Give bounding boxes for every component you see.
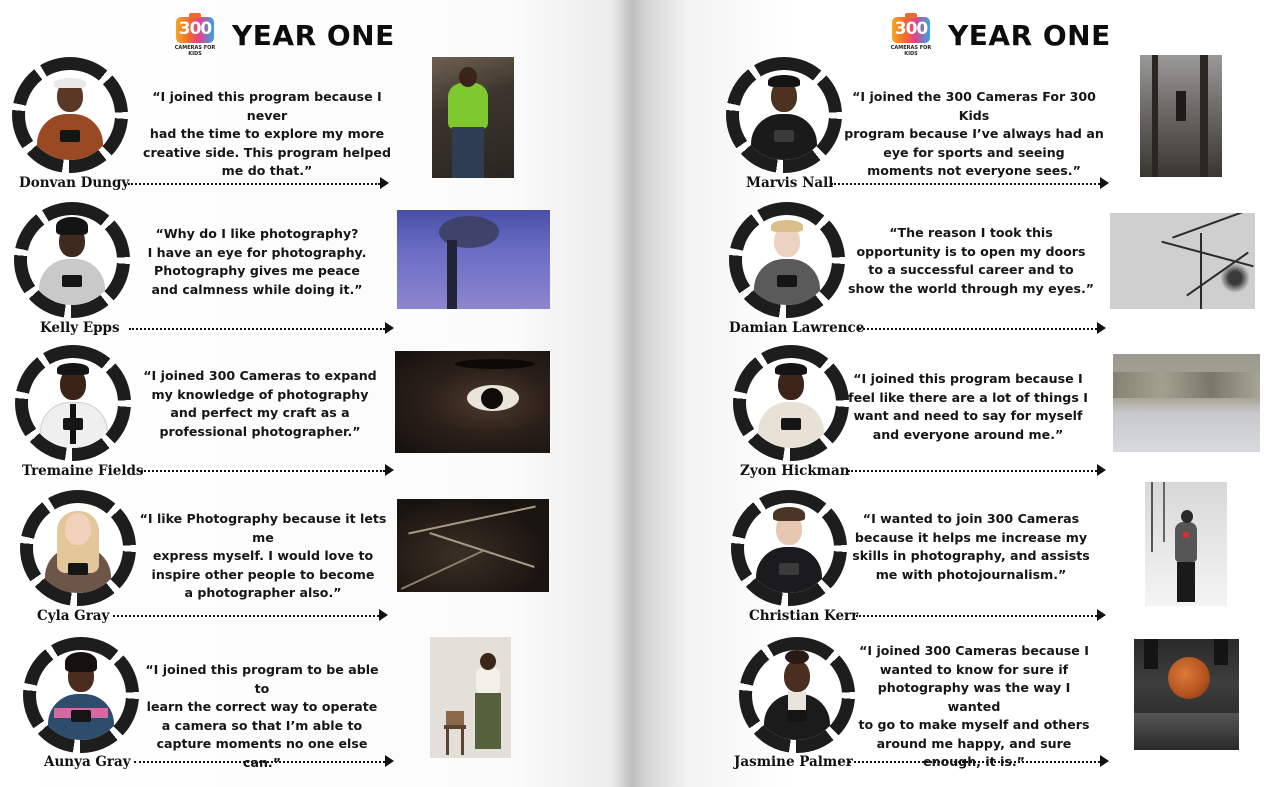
student-quote: “I wanted to join 300 Cameras because it helps me increase my skills in photography, and assists me with photojournalism.” [852, 511, 1090, 582]
page-title: YEAR ONE [232, 18, 395, 52]
dotted-arrow-line [848, 470, 1097, 474]
student-entry [0, 55, 636, 195]
student-photo [430, 637, 511, 758]
student-entry [638, 490, 1275, 630]
student-quote: “I joined this program because I feel like there are a lot of things I want and need to say for myself and everyone around me.” [848, 371, 1088, 442]
300-cameras-logo [886, 15, 936, 55]
300-cameras-logo [170, 15, 220, 55]
arrow-head-icon [1097, 322, 1106, 334]
aperture-portrait-frame [733, 345, 849, 461]
arrow-head-icon [385, 464, 394, 476]
dotted-arrow-line [859, 328, 1097, 332]
aperture-portrait-frame [731, 490, 847, 606]
logo-subtitle: CAMERAS FOR KIDS [890, 45, 932, 57]
aperture-portrait-frame [726, 57, 842, 173]
aperture-portrait-frame [729, 202, 845, 318]
student-name: Damian Lawrence [729, 320, 865, 336]
aperture-portrait-frame [739, 637, 855, 753]
student-quote: “I joined 300 Cameras because I wanted to know for sure if photography was the way I wanted to go to make myself and others around me happy, and sure enough, it is.” [858, 643, 1090, 769]
student-portrait [746, 358, 836, 448]
student-quote: “The reason I took this opportunity is to open my doors to a successful career and to show the world through my eyes.” [848, 225, 1095, 296]
left-header [170, 14, 395, 56]
dotted-arrow-line [129, 328, 385, 332]
student-photo [1134, 639, 1239, 750]
student-quote: “I joined this program to be able to learn the correct way to operate a camera so that I’m able to capture moments no one else can.” [145, 662, 379, 770]
aperture-portrait-frame [23, 637, 139, 753]
student-photo [1113, 354, 1260, 452]
dotted-arrow-line [856, 615, 1097, 619]
student-name: Cyla Gray [37, 608, 110, 624]
student-photo [1145, 482, 1227, 606]
logo-subtitle: CAMERAS FOR KIDS [174, 45, 216, 57]
student-portrait [752, 650, 842, 740]
arrow-head-icon [1097, 609, 1106, 621]
aperture-portrait-frame [12, 57, 128, 173]
student-portrait [744, 503, 834, 593]
student-entry [638, 345, 1275, 485]
student-photo [1140, 55, 1222, 177]
student-name: Tremaine Fields [22, 463, 144, 479]
page-title: YEAR ONE [948, 18, 1111, 52]
student-quote: “I joined the 300 Cameras For 300 Kids program because I’ve always had an eye for sports and seeing moments not everyone sees.” [844, 89, 1104, 178]
student-portrait [27, 215, 117, 305]
dotted-arrow-line [113, 615, 379, 619]
student-entry [638, 635, 1275, 775]
student-name: Kelly Epps [40, 320, 120, 336]
arrow-head-icon [385, 755, 394, 767]
student-entry [0, 345, 636, 485]
student-quote: “I joined 300 Cameras to expand my knowledge of photography and perfect my craft as a professional photographer.” [143, 368, 377, 439]
aperture-portrait-frame [20, 490, 136, 606]
student-name: Zyon Hickman [740, 463, 850, 479]
student-portrait [25, 70, 115, 160]
right-header [886, 14, 1111, 56]
student-portrait [33, 503, 123, 593]
student-photo [397, 210, 550, 309]
student-entry [638, 55, 1275, 195]
arrow-head-icon [1097, 464, 1106, 476]
logo-number: 300 [894, 19, 928, 39]
student-quote: “Why do I like photography? I have an eye for photography. Photography gives me peace and calmness while doing it.” [147, 226, 367, 297]
student-name: Jasmine Palmer [734, 754, 853, 770]
student-portrait [36, 650, 126, 740]
logo-number: 300 [178, 19, 212, 39]
student-entry [638, 200, 1275, 340]
student-name: Marvis Nall [746, 175, 834, 191]
dotted-arrow-line [128, 183, 380, 187]
arrow-head-icon [385, 322, 394, 334]
student-portrait [742, 215, 832, 305]
student-name: Christian Kerr [749, 608, 859, 624]
student-photo [1110, 213, 1255, 309]
student-portrait [739, 70, 829, 160]
student-quote: “I joined this program because I never had the time to explore my more creative side. This program helped me do that.” [143, 89, 391, 178]
arrow-head-icon [1100, 755, 1109, 767]
right-page [638, 0, 1275, 787]
student-photo [395, 351, 550, 453]
aperture-portrait-frame [15, 345, 131, 461]
student-entry [0, 490, 636, 630]
arrow-head-icon [379, 609, 388, 621]
student-portrait [28, 358, 118, 448]
left-page [0, 0, 636, 787]
dotted-arrow-line [831, 183, 1100, 187]
student-entry [0, 635, 636, 775]
student-entry [0, 200, 636, 340]
student-photo [432, 57, 514, 178]
dotted-arrow-line [141, 470, 385, 474]
student-photo [397, 499, 549, 592]
student-name: Donvan Dungy [19, 175, 130, 191]
aperture-portrait-frame [14, 202, 130, 318]
student-name: Aunya Gray [44, 754, 131, 770]
student-quote: “I like Photography because it lets me express myself. I would love to inspire other people to become a photographer also.” [139, 511, 387, 600]
